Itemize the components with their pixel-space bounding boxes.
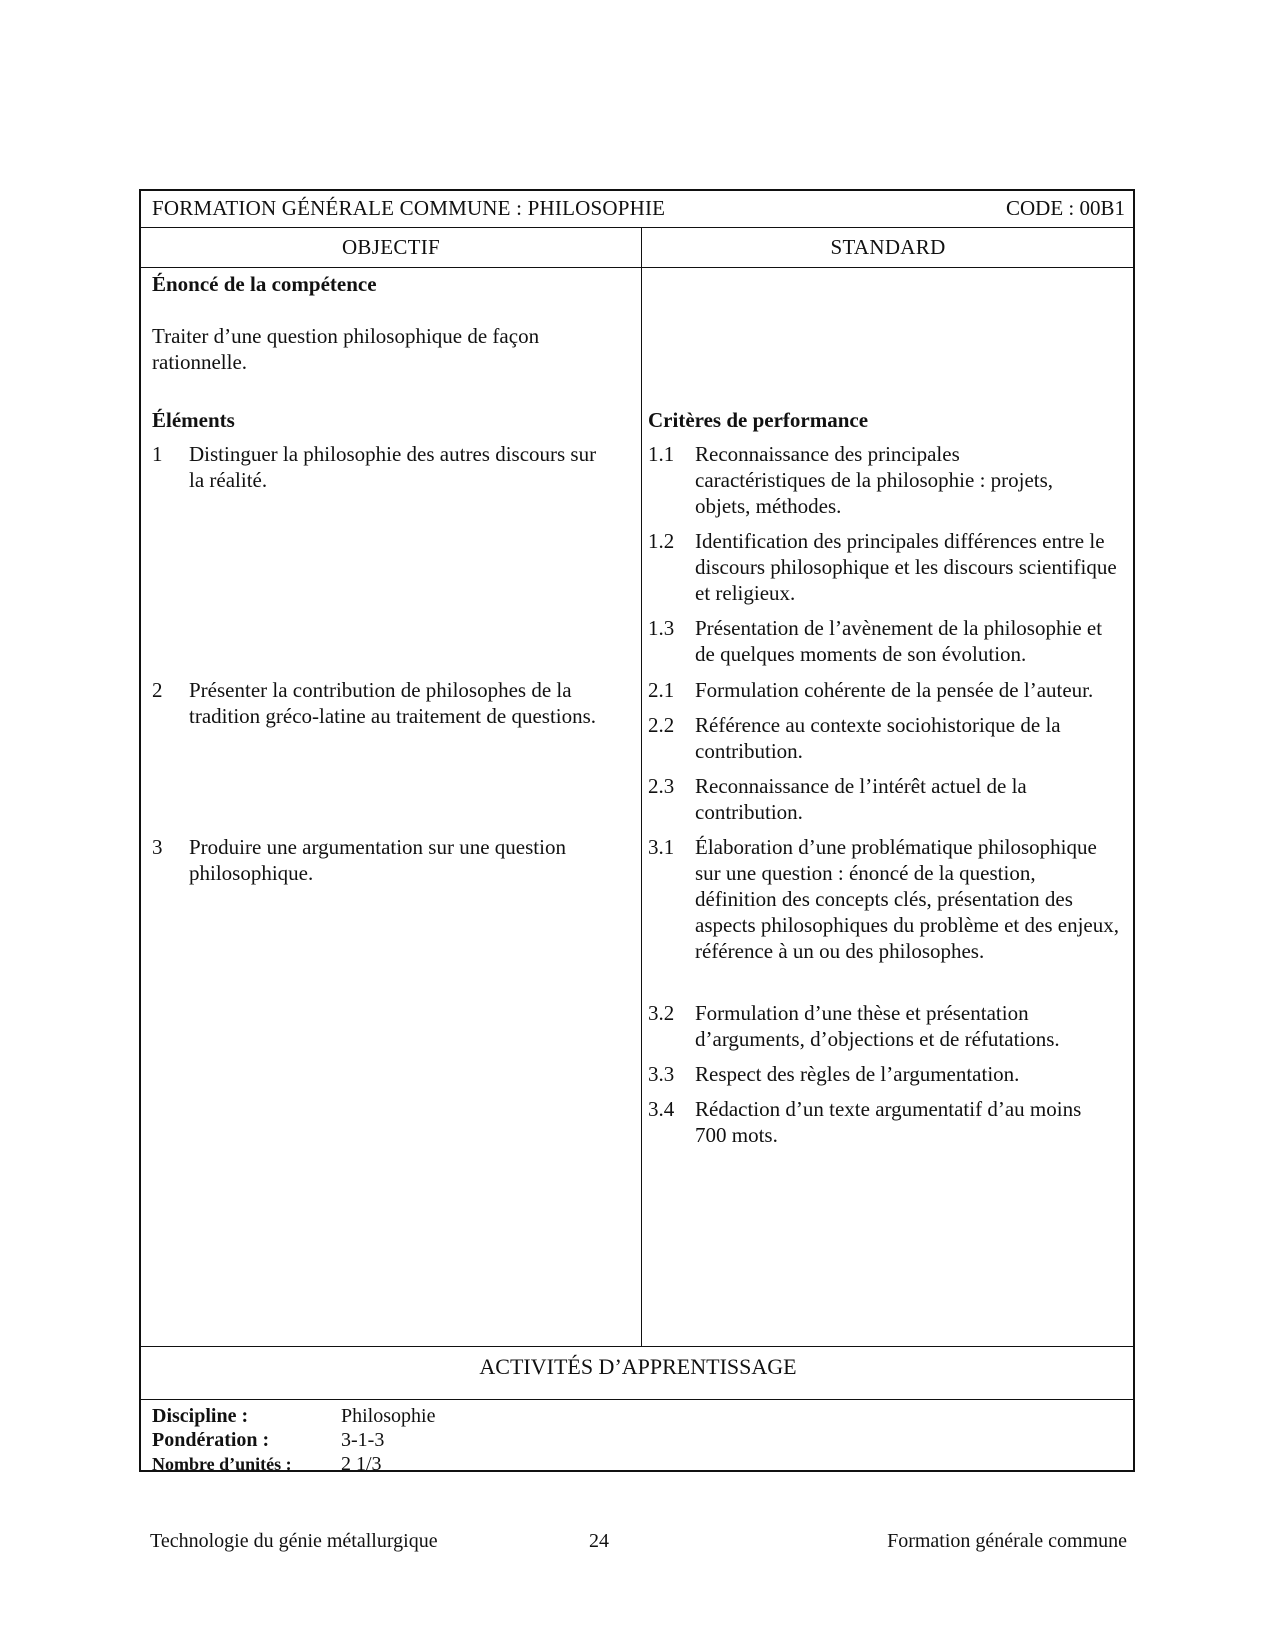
criterion-text: Respect des règles de l’argumentation.	[695, 1062, 1020, 1086]
element-number: 3	[152, 835, 163, 859]
element-text: Produire une argumentation sur une question philosophique.	[189, 835, 566, 885]
criteria-heading: Critères de performance	[648, 408, 869, 432]
criterion-text: Formulation cohérente de la pensée de l’auteur.	[695, 678, 1094, 702]
unites-value: 2 1/3	[341, 1453, 382, 1475]
page-number: 24	[589, 1530, 609, 1552]
course-code: CODE : 00B1	[1005, 196, 1125, 220]
criterion-number: 3.1	[648, 835, 675, 859]
element-text: Présenter la contribution de philosophes de la tradition gréco-latine au traitement de questions.	[189, 678, 597, 728]
criterion-text: Rédaction d’un texte argumentatif d’au moins 700 mots.	[695, 1097, 1082, 1147]
criterion-number: 2.1	[648, 678, 675, 702]
divider	[141, 267, 1133, 268]
elements-heading: Éléments	[152, 408, 235, 432]
column-head-standard: STANDARD	[830, 235, 946, 259]
element-text: Distinguer la philosophie des autres discours sur la réalité.	[189, 442, 597, 492]
divider	[141, 1399, 1133, 1400]
criterion-text: Référence au contexte sociohistorique de la contribution.	[695, 713, 1061, 763]
criterion-number: 1.1	[648, 442, 675, 466]
criterion-number: 3.4	[648, 1097, 675, 1121]
criterion-text: Identification des principales différences entre le discours philosophique et les discours scientifique et religieux.	[695, 529, 1117, 605]
competency-table	[139, 189, 1135, 1475]
criterion-text: Élaboration d’une problématique philosophique sur une question : énoncé de la question, définition des concepts clés, présentation des aspects philosophiques du problème et des enjeux, référence à un ou des philosophes.	[695, 835, 1119, 963]
divider	[141, 1346, 1133, 1347]
discipline-value: Philosophie	[341, 1405, 436, 1427]
element-number: 1	[152, 442, 163, 466]
criterion-text: Reconnaissance de l’intérêt actuel de la contribution.	[695, 774, 1027, 824]
discipline-label: Discipline :	[152, 1405, 249, 1427]
activities-heading: ACTIVITÉS D’APPRENTISSAGE	[479, 1354, 797, 1379]
criterion-text: Reconnaissance des principales caractéristiques de la philosophie : projets, objets, méthodes.	[695, 442, 1054, 518]
criterion-text: Présentation de l’avènement de la philosophie et de quelques moments de son évolution.	[695, 616, 1103, 666]
column-head-objectif: OBJECTIF	[341, 235, 441, 259]
competence-heading: Énoncé de la compétence	[152, 272, 377, 296]
divider	[141, 227, 1133, 228]
element-number: 2	[152, 678, 163, 702]
unites-label: Nombre d’unités :	[152, 1454, 292, 1474]
table-title: FORMATION GÉNÉRALE COMMUNE : PHILOSOPHIE	[152, 196, 666, 220]
criterion-number: 1.3	[648, 616, 675, 640]
footer-program: Technologie du génie métallurgique	[150, 1530, 438, 1552]
criterion-number: 2.3	[648, 774, 675, 798]
criterion-number: 3.2	[648, 1001, 675, 1025]
column-divider	[641, 227, 642, 1346]
criterion-number: 3.3	[648, 1062, 675, 1086]
competence-text: Traiter d’une question philosophique de façon rationnelle.	[152, 324, 540, 374]
criterion-number: 1.2	[648, 529, 675, 553]
footer-section: Formation générale commune	[887, 1530, 1127, 1552]
criterion-text: Formulation d’une thèse et présentation d’arguments, d’objections et de réfutations.	[695, 1001, 1060, 1051]
ponderation-label: Pondération :	[152, 1429, 270, 1451]
ponderation-value: 3-1-3	[341, 1429, 385, 1451]
criterion-number: 2.2	[648, 713, 675, 737]
